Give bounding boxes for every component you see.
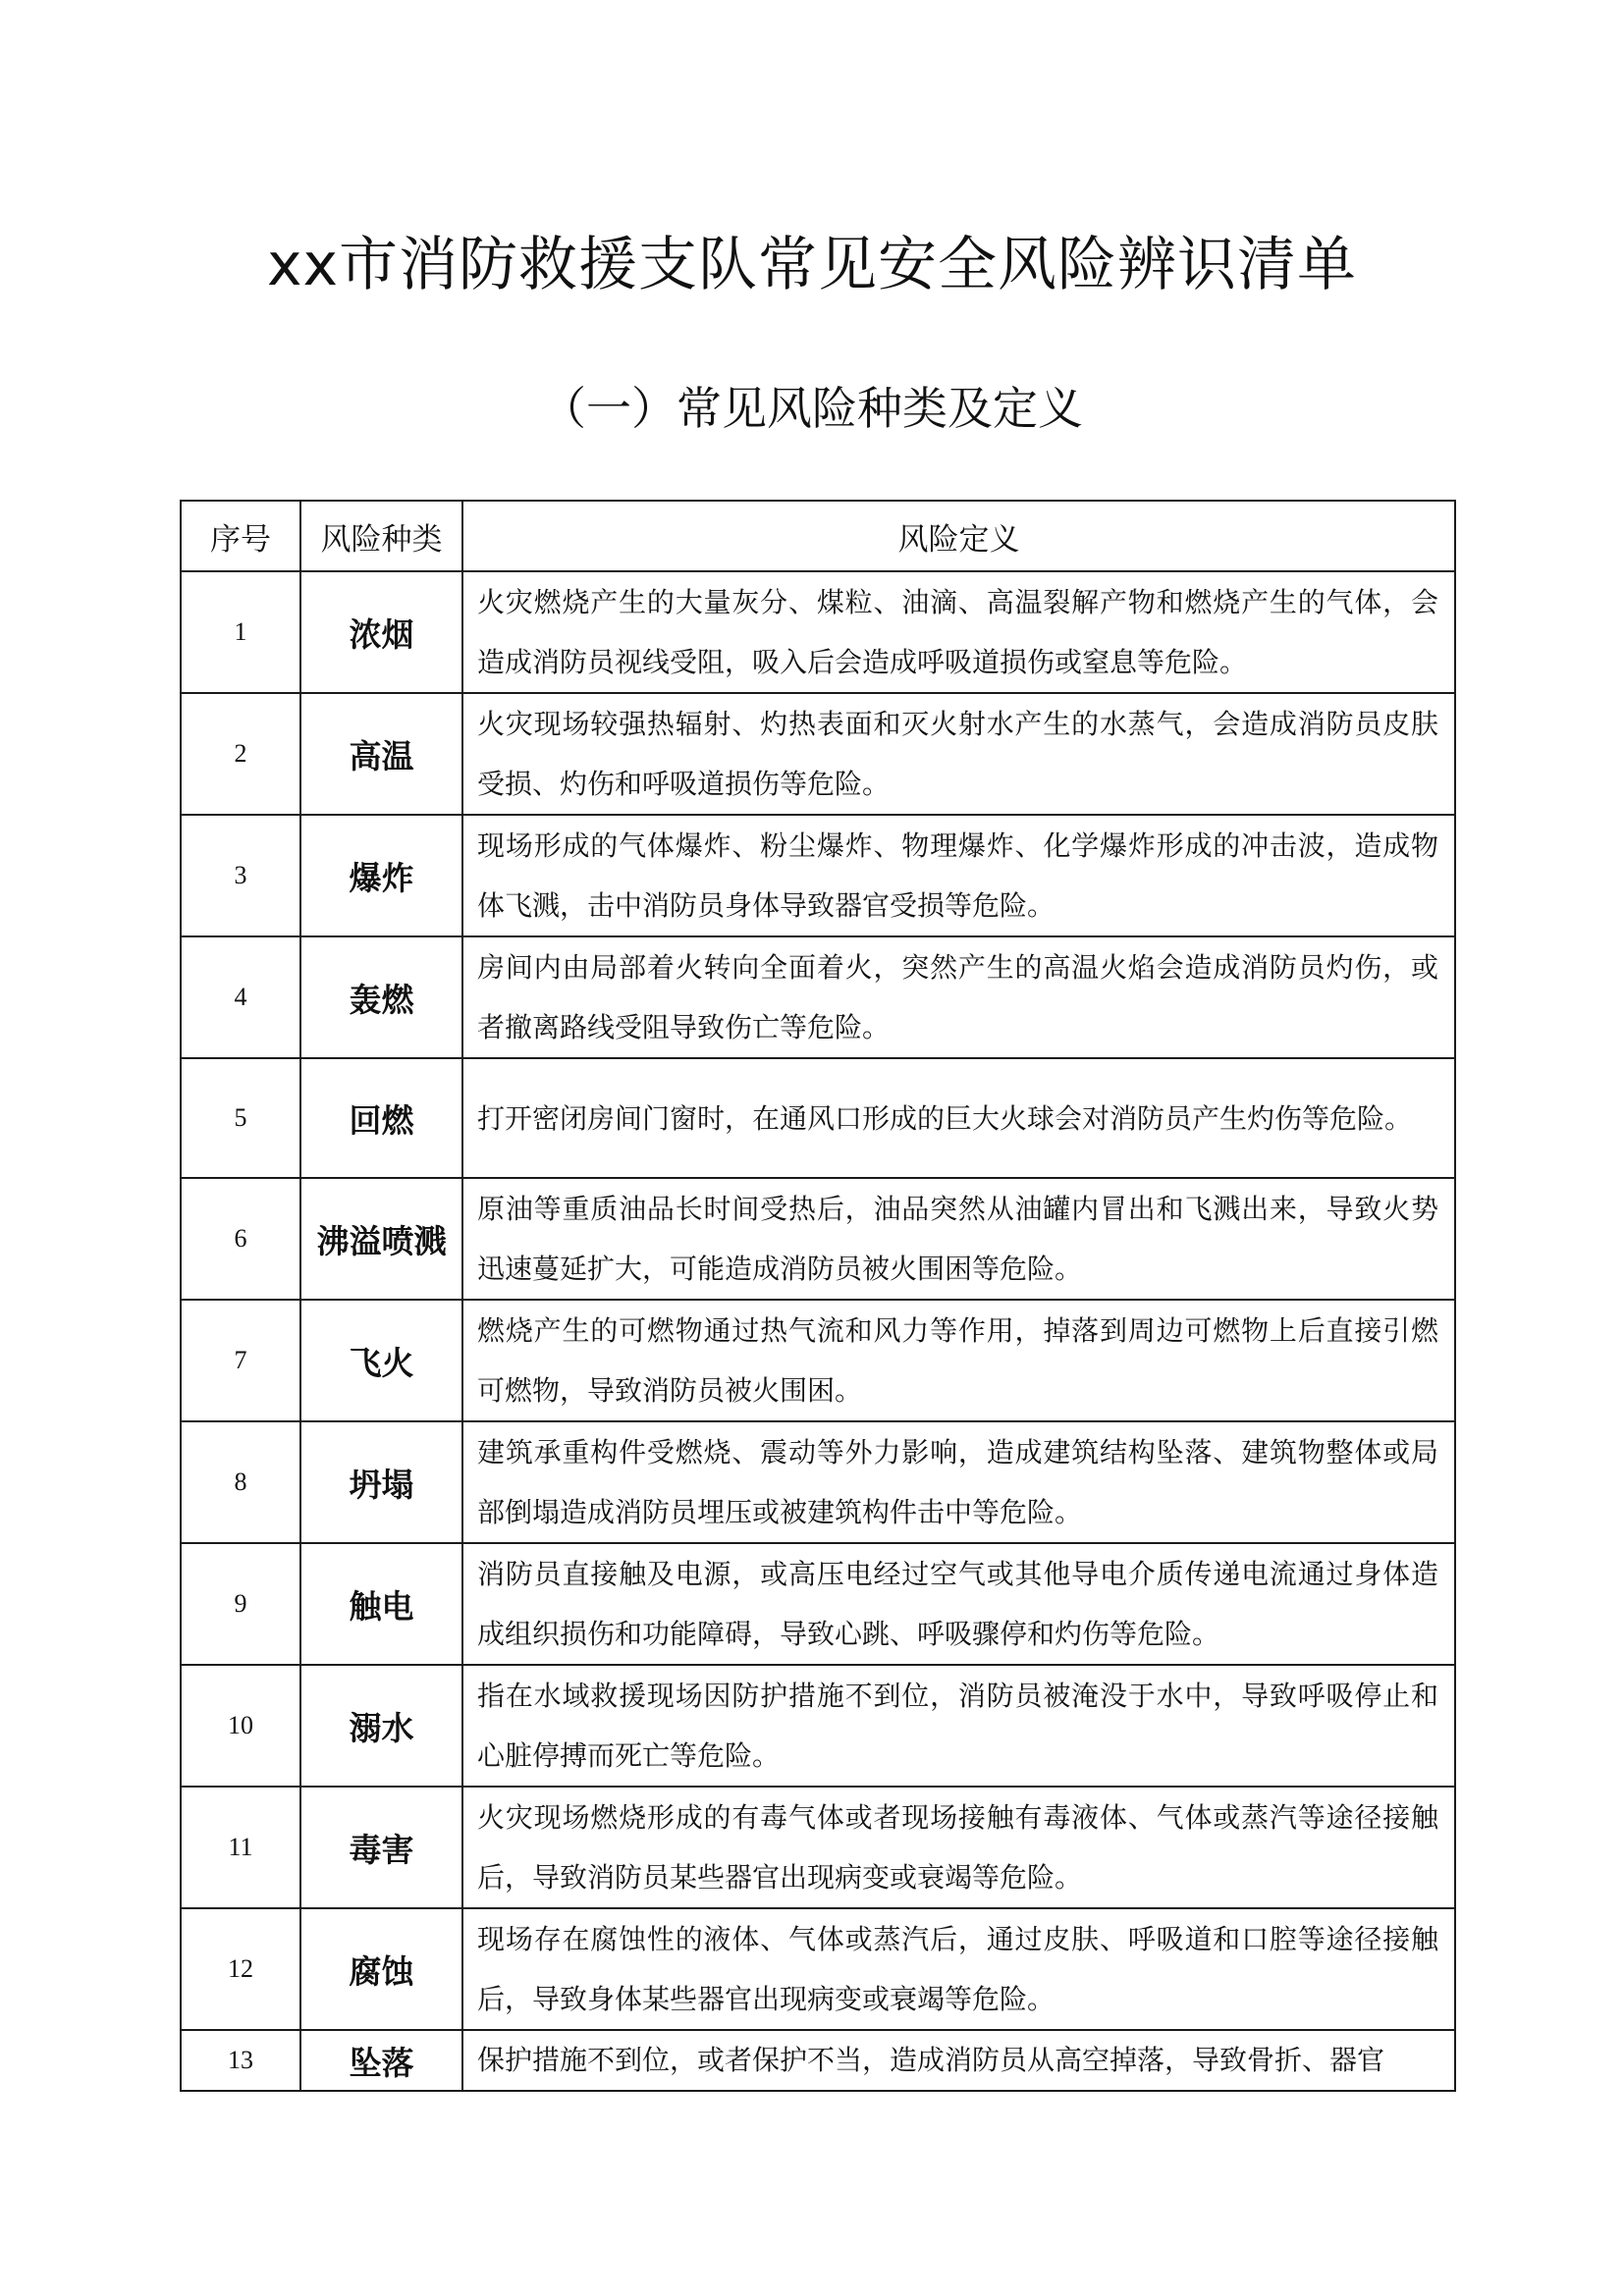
table-row <box>181 1421 1455 1543</box>
risk-definition: 火灾现场燃烧形成的有毒气体或者现场接触有毒液体、气体或蒸汽等途径接触后，导致消防员某些器官出现病变或衰竭等危险。 <box>462 1787 1455 1908</box>
row-number: 7 <box>181 1300 300 1421</box>
section-title: （一）常见风险种类及定义 <box>541 382 1083 435</box>
row-number: 9 <box>181 1543 300 1665</box>
row-number: 13 <box>181 2030 300 2091</box>
table-row <box>181 1178 1455 1300</box>
table-row <box>181 693 1455 815</box>
risk-type: 爆炸 <box>300 815 462 936</box>
row-number: 12 <box>181 1908 300 2030</box>
risk-definition: 燃烧产生的可燃物通过热气流和风力等作用，掉落到周边可燃物上后直接引燃可燃物，导致消防员被火围困。 <box>462 1300 1455 1421</box>
row-number: 8 <box>181 1421 300 1543</box>
risk-type: 高温 <box>300 693 462 815</box>
risk-table <box>180 500 1456 2092</box>
table-row <box>181 1543 1455 1665</box>
risk-type: 腐蚀 <box>300 1908 462 2030</box>
risk-definition: 现场形成的气体爆炸、粉尘爆炸、物理爆炸、化学爆炸形成的冲击波，造成物体飞溅，击中消防员身体导致器官受损等危险。 <box>462 815 1455 936</box>
risk-definition: 火灾现场较强热辐射、灼热表面和灭火射水产生的水蒸气，会造成消防员皮肤受损、灼伤和呼吸道损伤等危险。 <box>462 693 1455 815</box>
header-type: 风险种类 <box>300 501 462 571</box>
table-row <box>181 1908 1455 2030</box>
table-row <box>181 2030 1455 2091</box>
risk-type: 回燃 <box>300 1058 462 1178</box>
risk-definition: 火灾燃烧产生的大量灰分、煤粒、油滴、高温裂解产物和燃烧产生的气体，会造成消防员视线受阻，吸入后会造成呼吸道损伤或窒息等危险。 <box>462 571 1455 693</box>
risk-type: 溺水 <box>300 1665 462 1787</box>
table-row <box>181 1300 1455 1421</box>
risk-type: 飞火 <box>300 1300 462 1421</box>
table-row <box>181 815 1455 936</box>
table-row <box>181 1058 1455 1178</box>
table-header-row <box>181 501 1455 571</box>
header-no: 序号 <box>181 501 300 571</box>
row-number: 10 <box>181 1665 300 1787</box>
table-row <box>181 1665 1455 1787</box>
table-row <box>181 571 1455 693</box>
row-number: 4 <box>181 936 300 1058</box>
row-number: 3 <box>181 815 300 936</box>
risk-type: 浓烟 <box>300 571 462 693</box>
risk-type: 毒害 <box>300 1787 462 1908</box>
row-number: 1 <box>181 571 300 693</box>
table-row <box>181 936 1455 1058</box>
row-number: 11 <box>181 1787 300 1908</box>
table-row <box>181 1787 1455 1908</box>
row-number: 6 <box>181 1178 300 1300</box>
risk-type: 沸溢喷溅 <box>300 1178 462 1300</box>
risk-type: 坠落 <box>300 2030 462 2091</box>
document-title: xx市消防救援支队常见安全风险辨识清单 <box>266 231 1357 299</box>
risk-definition: 原油等重质油品长时间受热后，油品突然从油罐内冒出和飞溅出来，导致火势迅速蔓延扩大，可能造成消防员被火围困等危险。 <box>462 1178 1455 1300</box>
row-number: 5 <box>181 1058 300 1178</box>
risk-type: 轰燃 <box>300 936 462 1058</box>
risk-type: 坍塌 <box>300 1421 462 1543</box>
risk-definition: 消防员直接触及电源，或高压电经过空气或其他导电介质传递电流通过身体造成组织损伤和功能障碍，导致心跳、呼吸骤停和灼伤等危险。 <box>462 1543 1455 1665</box>
risk-definition: 保护措施不到位，或者保护不当，造成消防员从高空掉落，导致骨折、器官 <box>462 2030 1455 2091</box>
risk-definition: 现场存在腐蚀性的液体、气体或蒸汽后，通过皮肤、呼吸道和口腔等途径接触后，导致身体某些器官出现病变或衰竭等危险。 <box>462 1908 1455 2030</box>
risk-definition: 打开密闭房间门窗时，在通风口形成的巨大火球会对消防员产生灼伤等危险。 <box>462 1058 1455 1178</box>
header-definition: 风险定义 <box>462 501 1455 571</box>
risk-type: 触电 <box>300 1543 462 1665</box>
row-number: 2 <box>181 693 300 815</box>
risk-definition: 指在水域救援现场因防护措施不到位，消防员被淹没于水中，导致呼吸停止和心脏停搏而死亡等危险。 <box>462 1665 1455 1787</box>
risk-definition: 房间内由局部着火转向全面着火，突然产生的高温火焰会造成消防员灼伤，或者撤离路线受阻导致伤亡等危险。 <box>462 936 1455 1058</box>
risk-definition: 建筑承重构件受燃烧、震动等外力影响，造成建筑结构坠落、建筑物整体或局部倒塌造成消防员埋压或被建筑构件击中等危险。 <box>462 1421 1455 1543</box>
